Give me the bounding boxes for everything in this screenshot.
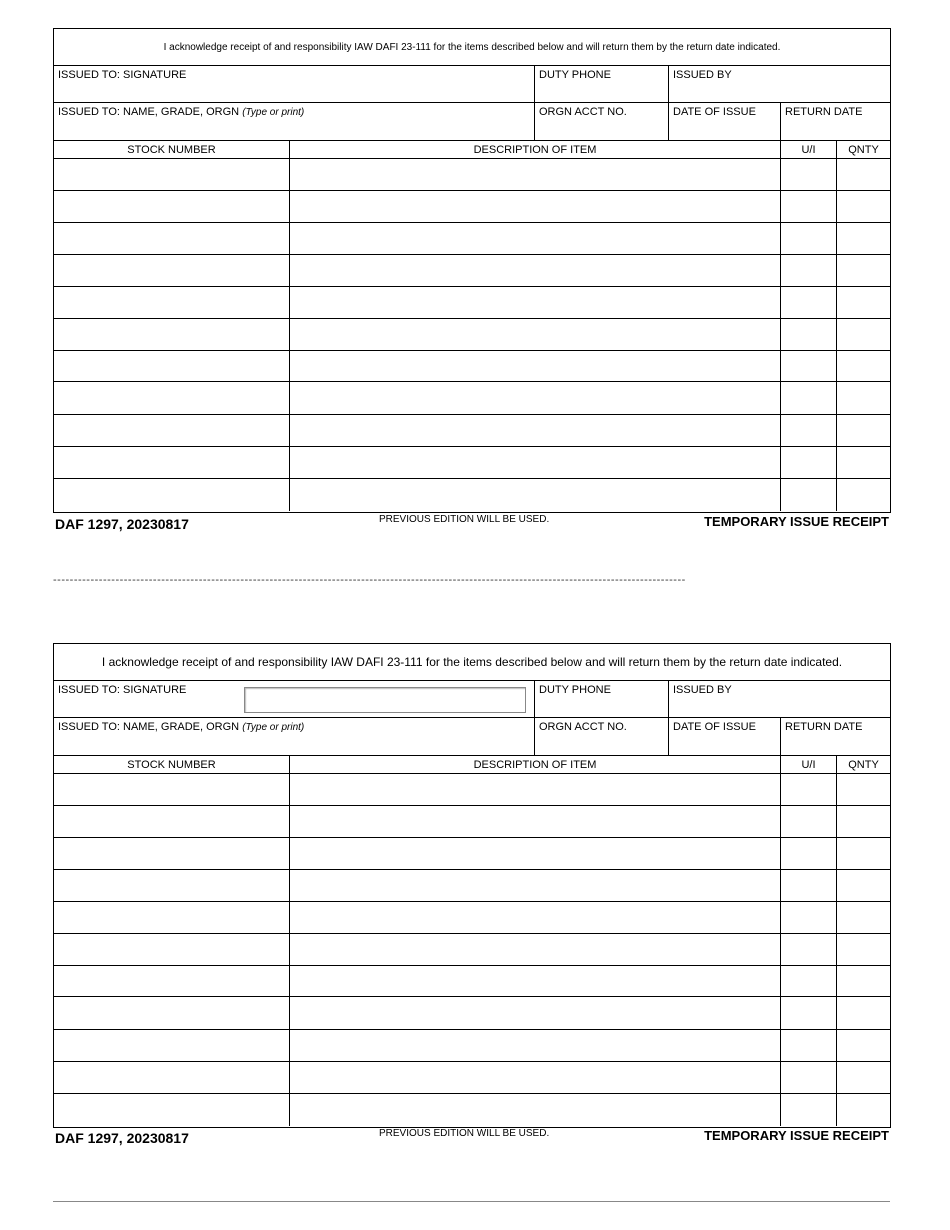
ui-cell[interactable] [781,1030,837,1061]
issued-to-signature-field [54,681,535,717]
stock-number-cell[interactable] [54,966,290,996]
return-date-label: RETURN DATE [785,106,863,118]
qnty-cell[interactable] [837,447,890,478]
description-cell[interactable] [290,447,781,478]
ui-cell[interactable] [781,319,837,350]
stock-number-header: STOCK NUMBER [54,756,290,773]
stock-number-cell[interactable] [54,838,290,869]
header-row-2 [54,103,890,141]
orgn-acct-no-field[interactable] [535,103,669,140]
previous-edition-note: PREVIOUS EDITION WILL BE USED. [379,514,550,525]
description-cell[interactable] [290,479,781,511]
description-cell[interactable] [290,934,781,965]
ui-cell[interactable] [781,351,837,381]
description-cell[interactable] [290,1030,781,1061]
ui-cell[interactable] [781,1094,837,1126]
table-row [54,223,890,255]
acknowledgement-text: I acknowledge receipt of and responsibility IAW DAFI 23-111 for the items described below and will return them by the return date indicated. [54,644,890,681]
description-cell[interactable] [290,223,781,254]
description-cell[interactable] [290,351,781,381]
table-row [54,415,890,447]
stock-number-cell[interactable] [54,382,290,414]
description-cell[interactable] [290,806,781,837]
stock-number-cell[interactable] [54,447,290,478]
issued-by-field[interactable] [669,66,890,102]
table-row [54,382,890,415]
return-date-field[interactable] [781,718,890,755]
column-header-row [54,756,890,774]
qnty-cell[interactable] [837,223,890,254]
table-row [54,902,890,934]
stock-number-cell[interactable] [54,479,290,511]
receipt-form-1 [53,28,891,513]
issued-by-label: ISSUED BY [673,684,732,696]
qnty-header: QNTY [848,144,879,156]
qnty-cell[interactable] [837,479,890,511]
cut-line: -------------------------------------------------------------------------------------------------------------------------------------------------------- [53,574,686,586]
description-cell[interactable] [290,997,781,1029]
qnty-cell[interactable] [837,319,890,350]
qnty-cell[interactable] [837,806,890,837]
ui-cell[interactable] [781,774,837,805]
ui-cell[interactable] [781,966,837,996]
qnty-cell[interactable] [837,287,890,318]
issued-to-name-label: ISSUED TO: NAME, GRADE, ORGN [58,106,240,118]
qnty-cell[interactable] [837,415,890,446]
form-title: TEMPORARY ISSUE RECEIPT [704,1128,889,1143]
issued-by-field[interactable] [669,681,890,717]
duty-phone-field[interactable] [535,681,669,717]
stock-number-cell[interactable] [54,351,290,381]
ui-cell[interactable] [781,415,837,446]
orgn-acct-no-label: ORGN ACCT NO. [539,106,627,118]
bottom-divider [53,1201,890,1202]
ui-cell[interactable] [781,223,837,254]
description-cell[interactable] [290,159,781,190]
qnty-cell[interactable] [837,966,890,996]
ui-cell[interactable] [781,382,837,414]
stock-number-cell[interactable] [54,774,290,805]
issued-to-name-label: ISSUED TO: NAME, GRADE, ORGN [58,721,240,733]
qnty-cell[interactable] [837,774,890,805]
stock-number-cell[interactable] [54,997,290,1029]
description-cell[interactable] [290,902,781,933]
table-row [54,1094,890,1126]
acknowledgement-text: I acknowledge receipt of and responsibility IAW DAFI 23-111 for the items described below and will return them by the return date indicated. [54,29,890,66]
stock-number-cell[interactable] [54,223,290,254]
issued-to-signature-label: ISSUED TO: SIGNATURE [58,69,187,81]
table-row [54,934,890,966]
duty-phone-field[interactable] [535,66,669,102]
stock-number-cell[interactable] [54,1030,290,1061]
qnty-cell[interactable] [837,1062,890,1093]
stock-number-cell[interactable] [54,255,290,286]
qnty-cell[interactable] [837,1030,890,1061]
qnty-cell[interactable] [837,382,890,414]
date-of-issue-label: DATE OF ISSUE [673,106,756,118]
ui-cell[interactable] [781,255,837,286]
table-row [54,255,890,287]
issued-by-label: ISSUED BY [673,69,732,81]
description-cell[interactable] [290,774,781,805]
qnty-cell[interactable] [837,902,890,933]
ui-header: U/I [781,141,837,158]
qnty-cell[interactable] [837,870,890,901]
signature-input[interactable] [244,687,526,713]
orgn-acct-no-field[interactable] [535,718,669,755]
table-row [54,191,890,223]
description-header: DESCRIPTION OF ITEM [290,756,781,773]
qnty-cell[interactable] [837,191,890,222]
stock-number-cell[interactable] [54,902,290,933]
stock-number-cell[interactable] [54,934,290,965]
stock-number-cell[interactable] [54,287,290,318]
qnty-cell[interactable] [837,351,890,381]
stock-number-cell[interactable] [54,319,290,350]
stock-number-cell[interactable] [54,1094,290,1126]
qnty-cell[interactable] [837,255,890,286]
return-date-field[interactable] [781,103,890,140]
qnty-cell[interactable] [837,838,890,869]
date-of-issue-field[interactable] [669,103,781,140]
ui-cell[interactable] [781,997,837,1029]
header-row-2 [54,718,890,756]
qnty-cell[interactable] [837,934,890,965]
table-row [54,351,890,382]
duty-phone-label: DUTY PHONE [539,69,611,81]
description-cell[interactable] [290,319,781,350]
ui-cell[interactable] [781,902,837,933]
description-cell[interactable] [290,415,781,446]
stock-number-cell[interactable] [54,1062,290,1093]
description-cell[interactable] [290,1094,781,1126]
ui-cell[interactable] [781,479,837,511]
table-row [54,319,890,351]
type-or-print-hint: (Type or print) [242,107,305,118]
table-row [54,159,890,191]
stock-number-header: STOCK NUMBER [54,141,290,158]
stock-number-cell[interactable] [54,806,290,837]
description-header: DESCRIPTION OF ITEM [290,141,781,158]
qnty-cell[interactable] [837,1094,890,1126]
issued-to-name-field[interactable] [54,103,535,140]
qnty-cell[interactable] [837,159,890,190]
ui-cell[interactable] [781,870,837,901]
table-row [54,447,890,479]
table-row [54,1030,890,1062]
description-cell[interactable] [290,870,781,901]
date-of-issue-field[interactable] [669,718,781,755]
previous-edition-note: PREVIOUS EDITION WILL BE USED. [379,1128,550,1139]
ui-header: U/I [781,756,837,773]
stock-number-cell[interactable] [54,159,290,190]
table-row [54,870,890,902]
description-cell[interactable] [290,287,781,318]
footer-1 [53,514,891,534]
ui-cell[interactable] [781,159,837,190]
ui-cell[interactable] [781,838,837,869]
table-row [54,806,890,838]
return-date-label: RETURN DATE [785,721,863,733]
orgn-acct-no-label: ORGN ACCT NO. [539,721,627,733]
table-row [54,479,890,511]
type-or-print-hint: (Type or print) [242,722,305,733]
description-cell[interactable] [290,382,781,414]
issued-to-signature-field[interactable] [54,66,535,102]
form-number: DAF 1297, 20230817 [55,1130,189,1146]
table-row [54,287,890,319]
ui-cell[interactable] [781,1062,837,1093]
stock-number-cell[interactable] [54,415,290,446]
description-cell[interactable] [290,1062,781,1093]
header-row-1 [54,681,890,718]
ui-cell[interactable] [781,287,837,318]
qnty-cell[interactable] [837,997,890,1029]
ui-cell[interactable] [781,447,837,478]
form-title: TEMPORARY ISSUE RECEIPT [704,514,889,529]
issued-to-signature-label: ISSUED TO: SIGNATURE [58,684,187,696]
table-row [54,838,890,870]
description-cell[interactable] [290,191,781,222]
ui-cell[interactable] [781,934,837,965]
ui-cell[interactable] [781,191,837,222]
qnty-header: QNTY [848,759,879,771]
footer-2 [53,1128,891,1148]
description-cell[interactable] [290,966,781,996]
table-row [54,997,890,1030]
table-row [54,774,890,806]
stock-number-cell[interactable] [54,191,290,222]
receipt-form-2 [53,643,891,1128]
duty-phone-label: DUTY PHONE [539,684,611,696]
column-header-row [54,141,890,159]
stock-number-cell[interactable] [54,870,290,901]
form-number: DAF 1297, 20230817 [55,516,189,532]
description-cell[interactable] [290,838,781,869]
table-row [54,966,890,997]
table-row [54,1062,890,1094]
issued-to-name-field[interactable] [54,718,535,755]
ui-cell[interactable] [781,806,837,837]
date-of-issue-label: DATE OF ISSUE [673,721,756,733]
description-cell[interactable] [290,255,781,286]
header-row-1 [54,66,890,103]
